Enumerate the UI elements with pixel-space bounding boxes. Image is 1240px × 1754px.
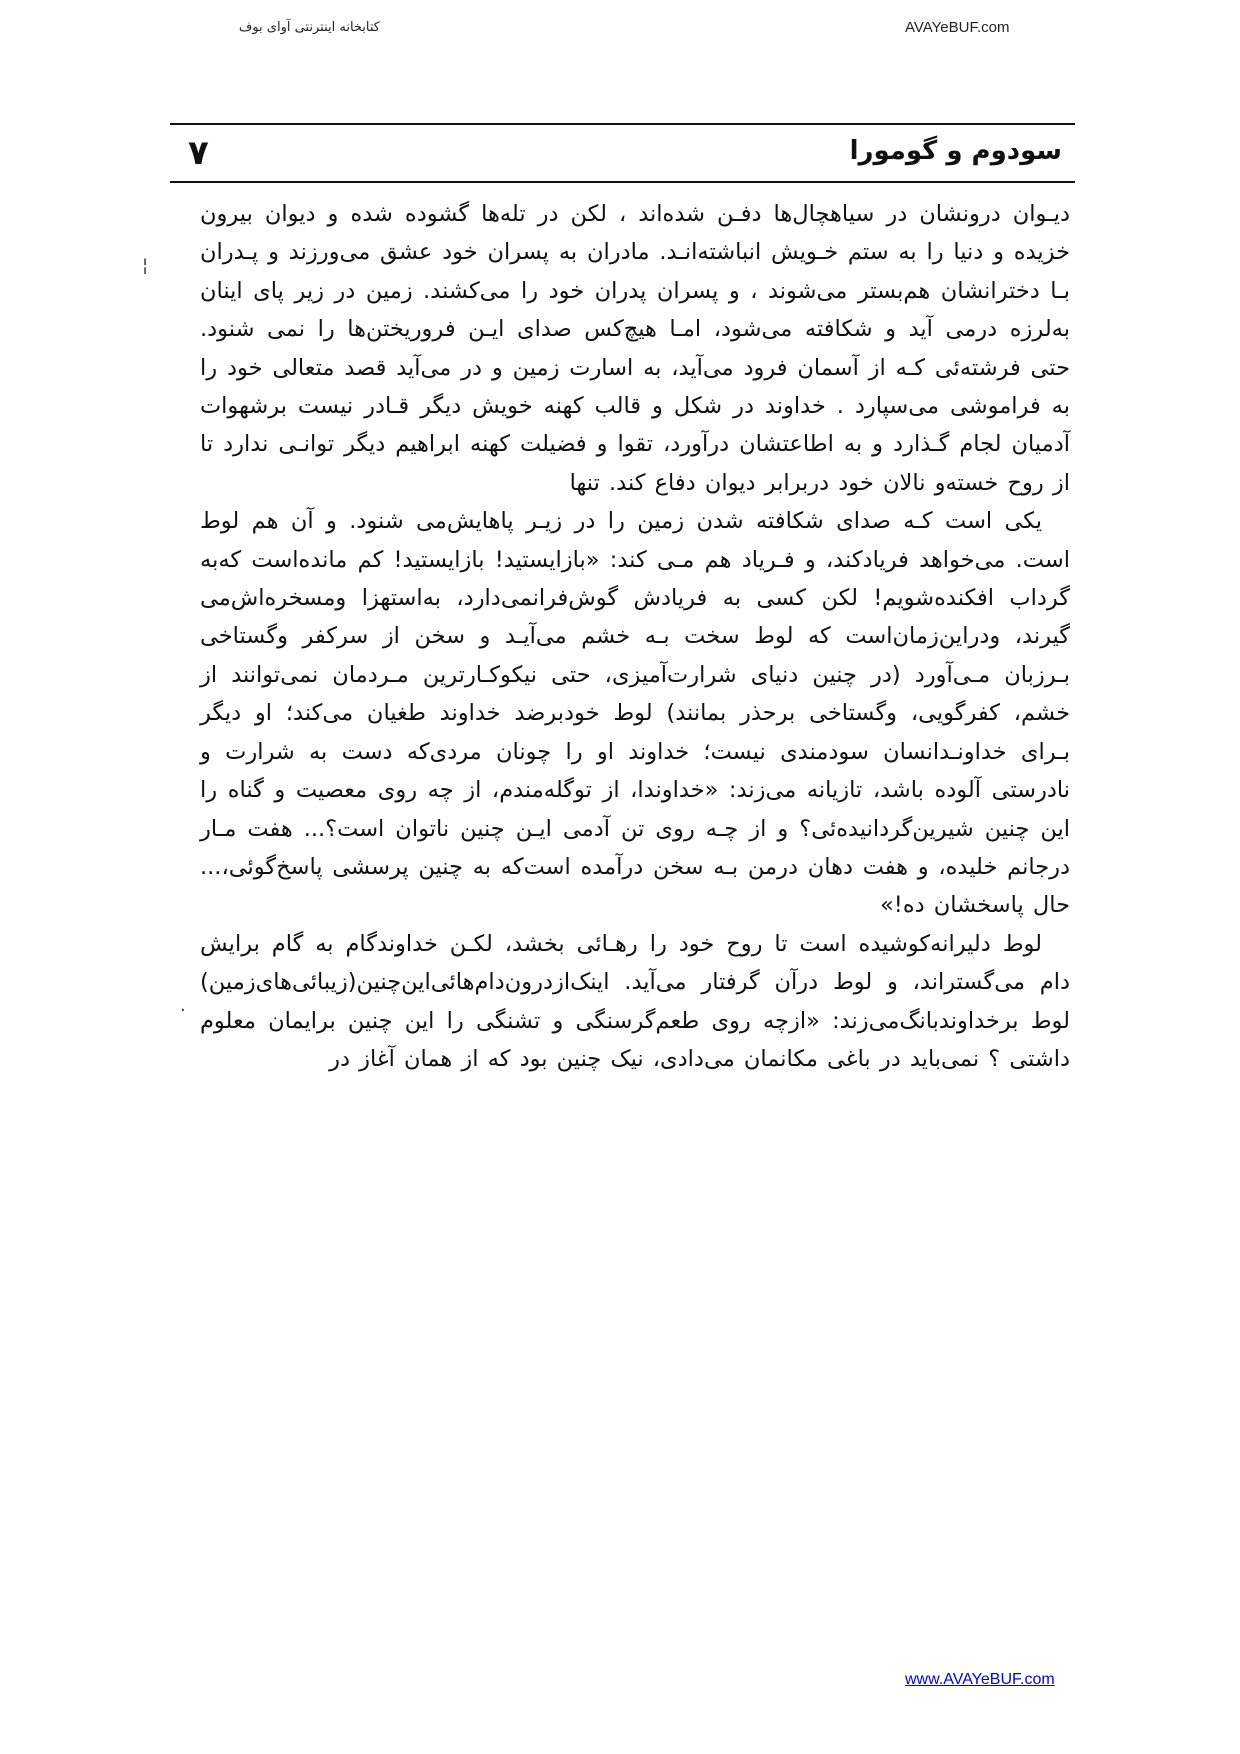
paragraph-3: لوط دلیرانه‌کوشیده است تا روح خود را رهـائی بخشد، لکـن خداوندگام به گام برایش دام می‌گستراند، و لوط درآن گرفتار می‌آید. اینک‌ازدرون‌دام‌هائی‌این‌چنین(زیبائی‌های‌زمین) لوط برخداوندبانگ‌می‌زند: «ازچه روی طعم‌گرسنگی و تشنگی را این چنین برایمان معلوم داشتی ؟ نمی‌باید در باغی مکانمان می‌دادی، نیک چنین بود که از همان آغاز در [200,930,1070,1072]
top-library-label: کتابخانه اینترنتی آوای بوف [238,20,380,35]
footer-website-link[interactable]: www.AVAYeBUF.com [905,1671,1055,1688]
header-rule-bottom [170,181,1075,183]
header-rule-top [170,123,1075,125]
top-site-label: AVAYeBUF.com [905,19,1010,36]
margin-tick-mark: ¦ [142,255,149,276]
paragraph-2: یکی است کـه صدای شکافته شدن زمین را در زیـر پاهایش‌می شنود. و آن هم لوط است. می‌خواهد فریادکند، و فـریاد هم مـی کند: «بازایستید! بازایستید! کم مانده‌است که‌به گرداب افکنده‌شویم! لکن کسی به فریادش گوش‌فرانمی‌دارد، به‌استهزا ومسخره‌اش‌می گیرند، ودراین‌زمان‌است که لوط سخت بـه خشم می‌آیـد و سخن از سرکفر وگستاخی بـرزبان مـی‌آورد (در چنین دنیای شرارت‌آمیزی، حتی نیکوکـارترین مـردمان نمی‌توانند از خشم، کفرگویی، وگستاخی برحذر بمانند) لوط خودبرضد خداوند طغیان می‌کند؛ او دیگر بـرای خداونـدانسان سودمندی نیست؛ خداوند او را چونان مردی‌که دست به شرارت و نادرستی آلوده باشد، تازیانه می‌زند: «خداوندا، از توگله‌مندم، از چه روی معصیت و گناه را این چنین شیرین‌گردانیده‌ئی؟ و از چـه روی تن آدمی ایـن چنین ناتوان است؟... هفت مـار درجانم خلیده، و هفت دهان درمن بـه سخن درآمده است‌که به چنین پرسشی پاسخ‌گوئی،... حال پاسخشان ده!» [200,508,1070,919]
margin-dot-mark: · [180,1000,186,1021]
paragraph-1: دیـوان درونشان در سیاهچال‌ها دفـن شده‌اند ، لکن در تله‌ها گشوده شده و دیوان بیرون خزیده و دنیا را به ستم خـویش انباشته‌انـد. مادران به پسران خود عشق می‌ورزند و پـدران بـا دخترانشان هم‌بستر می‌شوند ، و پسران پدران خود را می‌کشند. زمین در زیر پای اینان به‌لرزه درمی آید و شکافته می‌شود، امـا هیچ‌کس صدای ایـن فروریختن‌ها را نمی شنود. حتی فرشته‌ئی کـه از آسمان فرود می‌آید، به اسارت زمین و در می‌آید قصد متعالی خود را به فراموشی می‌سپارد . خداوند در شکل و قالب کهنه خویش دیگر قـادر نیست برشهوات آدمیان لجام گـذارد و به اطاعتشان درآورد، تقوا و فضیلت کهنه ابراهیم دیگر توانـی ندارد تا از روح خسته‌و نالان خود دربرابر دیوان دفاع کند. تنها [200,201,1070,496]
running-title: سودوم و گومورا [849,136,1062,166]
body-text [200,195,1070,1078]
page-number: ۷ [188,133,209,173]
